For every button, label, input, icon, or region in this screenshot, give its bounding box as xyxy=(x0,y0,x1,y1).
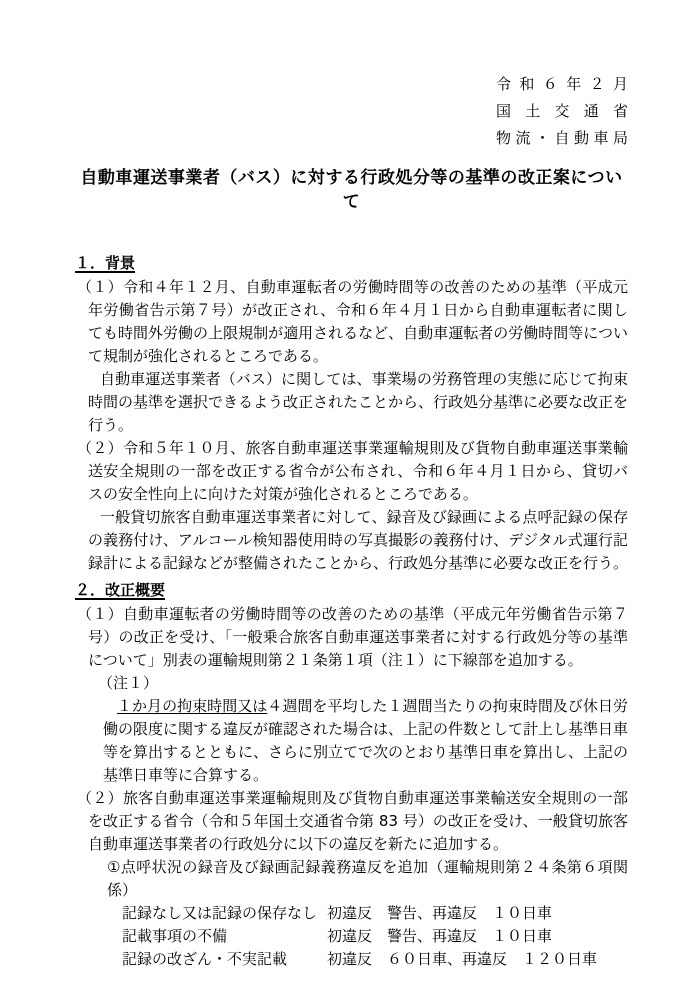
clause-1-heading: ①点呼状況の録音及び録画記録義務違反を追加（運輸規則第２４条第６項関係） xyxy=(107,858,628,899)
doc-bureau: 物流・自動車局 xyxy=(496,129,628,147)
section-2-body xyxy=(75,603,628,971)
penalty-value: 初違反 ６０日車、再違反 １２０日車 xyxy=(327,950,598,968)
item-marker: （２） xyxy=(77,439,123,457)
penalty-row xyxy=(122,925,628,948)
doc-body xyxy=(75,252,628,971)
section-2-heading: ２．改正概要 xyxy=(75,581,166,599)
penalty-table xyxy=(122,902,628,971)
penalty-row xyxy=(122,902,628,925)
paragraph-2-2 xyxy=(77,787,628,856)
note-1-label: （注１） xyxy=(98,674,159,692)
item-marker: （２） xyxy=(77,789,123,807)
paragraph-1-2 xyxy=(77,437,628,506)
penalty-label: 記録なし又は記録の保存なし xyxy=(122,904,318,922)
paragraph-text: 一般貸切旅客自動車運送事業者に対して、録音及び録画による点呼記録の保存の義務付け、アルコール検知器使用時の写真撮影の義務付け、デジタル式運行記録計による記録などが整備されたことから、行政処分基準に必要な改正を行う。 xyxy=(88,508,629,572)
section-1-body xyxy=(75,276,628,575)
doc-header xyxy=(496,71,628,152)
penalty-label: 記録の改ざん・不実記載 xyxy=(122,950,288,968)
paragraph-text: 自動車運転者の労働時間等の改善のための基準（平成元年労働省告示第７号）の改正を受け、「一般乗合旅客自動車運送事業者に対する行政処分等の基準について」別表の運輸規則第２１条第１項（注１）に下線部を追加する。 xyxy=(88,605,628,669)
doc-date: 令和６年２月 xyxy=(496,75,628,93)
doc-org: 国土交通省 xyxy=(496,102,628,120)
doc-title: 自動車運送事業者（バス）に対する行政処分等の基準の改正案について xyxy=(80,168,623,212)
paragraph-1-1b xyxy=(88,368,628,437)
penalty-value: 初違反 警告、再違反 １０日車 xyxy=(327,927,553,945)
paragraph-2-1 xyxy=(77,603,628,672)
paragraph-text: 自動車運送事業者（バス）に関しては、事業場の労務管理の実態に応じて拘束時間の基準を選択できるよう改正されたことから、行政処分基準に必要な改正を行う。 xyxy=(88,370,629,434)
note-rest-text: ４週間を平均した１週間当たりの拘束時間及び休日労働の限度に関する違反が確認された場合は、上記の件数として計上し基準日車等を算出するとともに、さらに別立てで次のとおり基準日車を算出し、上記の基準日車等に合算する。 xyxy=(103,697,629,784)
note-1-text xyxy=(103,695,628,787)
item-marker: （１） xyxy=(77,605,123,623)
section-1-heading: １．背景 xyxy=(75,254,136,272)
item-marker: （１） xyxy=(77,278,123,296)
paragraph-text: 令和５年１０月、旅客自動車運送事業運輸規則及び貨物自動車運送事業輸送安全規則の一部を改正する省令が公布され、令和６年４月１日から、貸切バスの安全性向上に向けた対策が強化されるところである。 xyxy=(88,439,628,503)
paragraph-text: 令和４年１２月、自動車運転者の労働時間等の改善のための基準（平成元年労働省告示第７号）が改正され、令和６年４月１日から自動車運転者に関しても時間外労働の上限規制が適用されるなど、自動車運転者の労働時間等について規制が強化されるところである。 xyxy=(88,278,628,365)
underlined-addition-text: １か月の拘束時間又は xyxy=(117,697,268,715)
paragraph-1-1 xyxy=(77,276,628,368)
penalty-value: 初違反 警告、再違反 １０日車 xyxy=(327,904,553,922)
paragraph-text: 旅客自動車運送事業運輸規則及び貨物自動車運送事業輸送安全規則の一部を改正する省令（令和５年国土交通省令第 83 号）の改正を受け、一般貸切旅客自動車運送事業者の行政処分に以下の違反を新たに追加する。 xyxy=(88,789,628,853)
penalty-row xyxy=(122,948,628,971)
penalty-label: 記載事項の不備 xyxy=(122,927,228,945)
paragraph-1-2b xyxy=(88,506,628,575)
